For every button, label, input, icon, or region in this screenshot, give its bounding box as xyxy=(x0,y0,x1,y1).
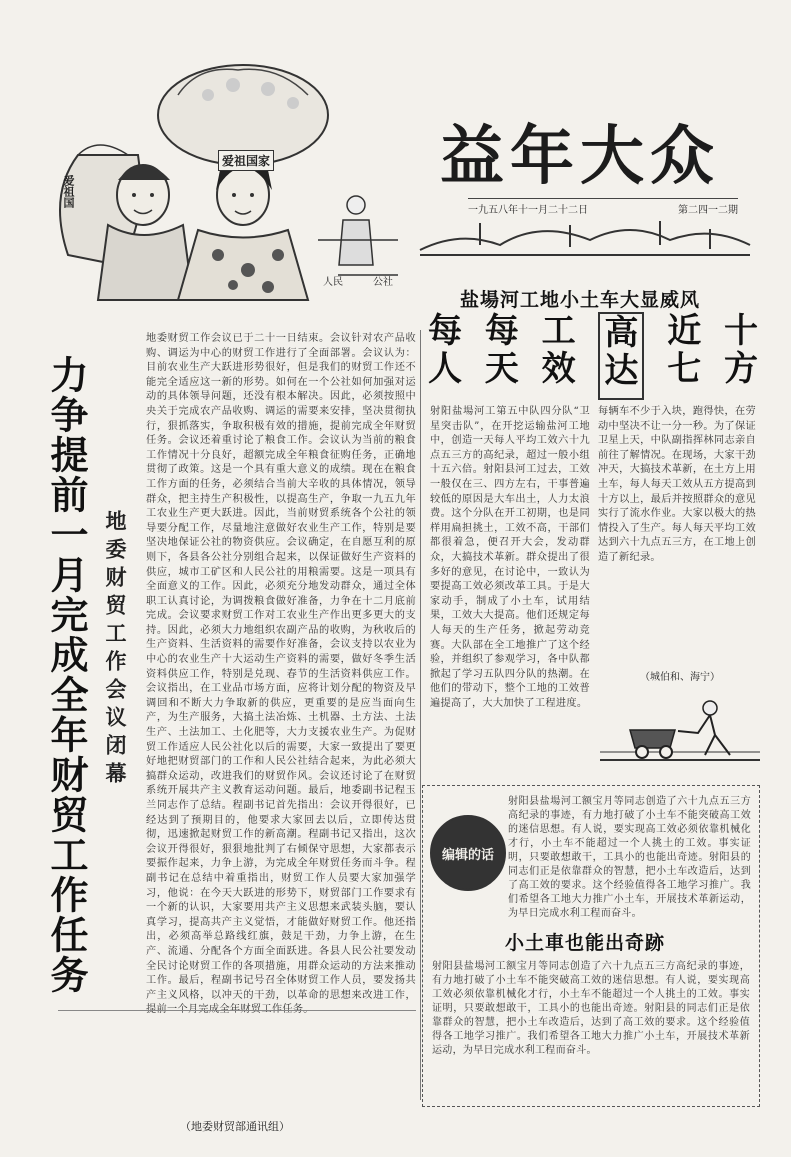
box-story-body-lower xyxy=(432,960,750,1100)
box-story-headline: 小土車也能出奇跡 xyxy=(505,932,666,954)
headline-col-5: 近 七 xyxy=(667,311,702,389)
headline-col-1: 每 人 xyxy=(428,311,462,389)
masthead-info-row xyxy=(468,198,738,216)
masthead-landscape xyxy=(420,215,750,257)
small-banner-right: 公社 xyxy=(373,277,393,288)
right-story-headline xyxy=(428,312,758,400)
masthead-illustration xyxy=(38,55,410,300)
editor-note-stamp-text: 编辑的话 xyxy=(441,847,494,863)
headline-col-6: 十 方 xyxy=(723,311,758,389)
right-body-left: 射阳盐場河工第五中队四分队“卫星突击队”，在开挖运输盐河工地中，创造一天每人平均工效六十九点五三方的高纪录，超过一般小组十五六倍。射阳县河工过去，工效一般仅在三、四方左右，干事普遍较低的原因是大车出土，人力太浪费。这个分队在开工初期，也是同样用扁担挑土，工效不高，干部们都很着急，便召开大会，发动群众，大搞技术革新。群众提出了很多好的意见，在讨论中，一致认为要提高工效必须改革工具。于是大家动手，制成了小土车，试用结果，工效大大提高。他们还规定每人每天的生产任务，掀起劳动竞赛。大队部在全工地推广了这个经验，并组织了参观学习，各中队都掀起了学习五队四分队的热潮。在他们的带动下，整个工地的工效普遍提高了，大大加快了工程进度。 xyxy=(430,406,590,709)
illustration-svg xyxy=(38,55,410,300)
right-story-kicker: 盐場河工地小土车大显威风 xyxy=(460,289,701,311)
headline-col-3: 工 效 xyxy=(541,311,576,389)
small-banner-left: 人民 xyxy=(323,277,343,288)
masthead-date: 一九五八年十一月二十二日 xyxy=(468,205,588,216)
sack-banner-right: 爱祖国家 xyxy=(218,150,274,171)
lead-body: 地委财贸工作会议已于二十一日结束。会议针对农产品收购、调运为中心的财贸工作进行了全面部署。会议认为：目前农业生产大跃进形势很好，但是我们的财贸工作还不能完全适应这一新的形势。如何在一个公社如何加强对运动的具体领导问题，还没有根本解决。因此，必须按照中央关于完成农产品收购、调运的需要来安排，坚决贯彻执行，狠抓落实，争取积极有效的措施，提前完成全年财贸任务。会议还着重讨论了粮食工作。会议认为当前的粮食工作情况十分良好，超额完成全年粮食征购任务，正确地贯彻了政策。这是一个具有重大意义的成绩。现在在粮食工作方面的任务，必须结合当前大辛收的具体情况，领导群众，把主持生产积极性，以提高生产，争取一九五九年工农业生产更大跃进。因此，当前财贸系统各个公社的领导要分配工作，尽量地注意做好农业生产工作，特别是要坚决地保证公社的物资供应。会议确定，在自愿互利的原则下，各县各公社分别组合起来，以保证做好生产资料的供应，城市工矿区和人民公社的用粮需要。这是一项具有全面意义的工作。因此，必须充分地发动群众，通过全体职工认真讨论，为调拨粮食做好准备，力争在十二月底前完成。会议要求财贸工作对工农业生产作出更多更大的支持。因此，必须大力地组织农副产品的收购，为秋收后的生产资料、生活资料的需要作好准备，会议支持以农业为中心的农业生产十大运动生产资料的需要，做好冬季生活资料供应工作，特别是兑现、春节的生活资料供应工作。会议指出，在工业品市场方面，应将计划分配的物资及早调回和不断大力争取新的供应，更重要的是应当面向生产，为生产服务，大搞土法冶炼、土机器、土方法、土法生产、土法加工、土化肥等，大力支援农业生产。为促财贸工作适应人民公社化以后的需要，大家一致提出了要更好地把财贸部门的工作和人民公社结合起来，为此必须大搞群众运动，改进我们的财贸作风。会议还讨论了在财贸系统开展共产主义教育运动问题。最后，地委副书记程玉兰同志作了总结。程副书记首先指出：会议开得很好，已经达到了预期目的，他要求大家回去以后，立即传达贯彻，迅速掀起财贸工作的新高潮。程副书记又指出，这次会议开得很好，狠狠地批判了右倾保守思想，大家都表示要振作起来，力争上游，为完成全年财贸任务而斗争。程副书记在总结中着重指出，财贸工作人员要大家加强学习，他说：在今天大跃进的形势下，财贸部门工作要求有一个新的认识，大家要用共产主义思想来武装头脑，要认真学习，提高共产主义觉悟，才能做好财贸工作。他还指出，必须高举总路线红旗，鼓足干劲，力争上游，在生产、流通、分配各个方面全面跃进。各县人民公社要发动全民讨论财贸工作的各项措施，用群众运动的方法来推动工作。最后，程副书记号召全体财贸工作人员，要发扬共产主义风格，以冲天的干劲，以革命的思想来改进工作，提前一个月完成全年财贸工作任务。 xyxy=(146,333,416,1016)
right-byline: （城伯和、海宁） xyxy=(640,672,720,683)
sack-banner-left: 爱祖国 xyxy=(62,175,75,208)
editor-note-stamp xyxy=(430,815,506,891)
column-divider xyxy=(420,330,421,1100)
masthead-issue: 第二四一二期 xyxy=(678,205,738,216)
box-story-body: 射阳县盐場河工额宝月等同志创造了六十九点五三方高纪录的事迹，有力地打破了小土车不能突破高工效的迷信思想。有人说，要实现高工效必须依靠机械化才行，小土车不能超过一个人挑土的工效。事实证明，只要敢想敢干，工具小的也能出奇迹。射阳县的同志们正是依靠群众的智慧，把小土车改造后，达到了高工效的要求。这个经验值得各工地学习推广。我们希望各工地大力推广小土车，开展技术革新运动，为早日完成水利工程而奋斗。 xyxy=(508,796,751,919)
lead-headline: 力争提前一月完成全年财贸工作任务 xyxy=(44,355,89,995)
lead-body-bottom-spacer xyxy=(58,1010,416,1106)
right-body-right: 每辆车不少于入块，跑得快，在劳动中坚决不让一分一秒。为了保证卫星上天，中队副指挥林同志亲自前往了解情况。在现场，大家干劲冲天，大搞技术革新，在土方上用土车，每人每天工效从五方提高到十方以上，最后并按照群众的意见实行了流水作业。大家以极大的热情投入了生产。每人每天平均工效达到六十九点五三方，在工地上创造了新纪录。 xyxy=(598,406,756,563)
headline-col-2: 每 天 xyxy=(484,311,519,389)
headline-col-4: 高 达 xyxy=(598,312,644,400)
cart-illustration xyxy=(600,690,760,770)
cart-svg xyxy=(600,690,760,770)
box-story-body-lower-text: 射阳县盐場河工额宝月等同志创造了六十九点五三方高纪录的事迹，有力地打破了小土车不能突破高工效的迷信思想。有人说，要实现高工效必须依靠机械化才行，小土车不能超过一个人挑土的工效。事实证明，只要敢想敢干，工具小的也能出奇迹。射阳县的同志们正是依靠群众的智慧，把小土车改造后，达到了高工效的要求。这个经验值得各工地学习推广。我们希望各工地大力推广小土车，开展技术革新运动，为早日完成水利工程而奋斗。 xyxy=(432,961,750,1056)
masthead-title: 益年大众 xyxy=(440,119,720,194)
lead-byline: （地委财贸部通讯组） xyxy=(180,1120,290,1133)
lead-subhead: 地委财贸工作会议闭幕 xyxy=(103,510,128,790)
landscape-svg xyxy=(420,215,750,257)
